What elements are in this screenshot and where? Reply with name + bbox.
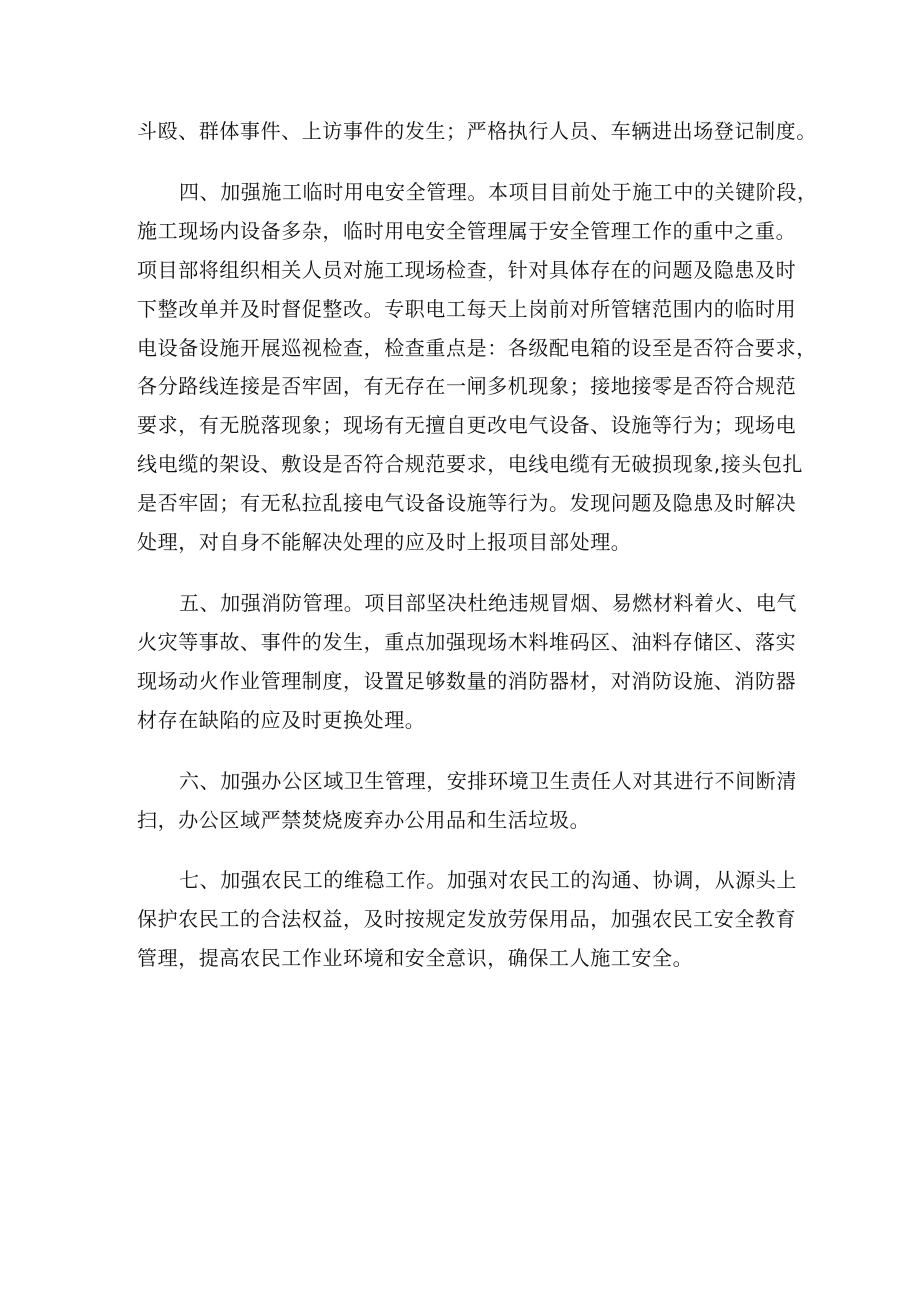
paragraph-electricity-safety <box>137 173 818 562</box>
text-line: 现场动火作业管理制度，设置足够数量的消防器材，对消防设施、消防器 <box>137 668 797 693</box>
paragraph-fire-safety <box>137 584 797 740</box>
paragraph-continuation <box>137 112 817 151</box>
text-line: 要求，有无脱落现象；现场有无擅自更改电气设备、设施等行为；现场电 <box>137 413 797 438</box>
text-line: 七、加强农民工的维稳工作。加强对农民工的沟通、协调，从源头上 <box>179 868 797 893</box>
text-line: 五、加强消防管理。项目部坚决杜绝违规冒烟、易燃材料着火、电气 <box>179 590 797 615</box>
text-line: 扫，办公区域严禁焚烧废弃办公用品和生活垃圾。 <box>137 807 591 832</box>
text-line: 材存在缺陷的应及时更换处理。 <box>137 707 426 732</box>
text-line: 下整改单并及时督促整改。专职电工每天上岗前对所管辖范围内的临时用 <box>137 296 797 321</box>
text-line: 项目部将组织相关人员对施工现场检查，针对具体存在的问题及隐患及时 <box>137 257 797 282</box>
text-line: 火灾等事故、事件的发生，重点加强现场木料堆码区、油料存储区、落实 <box>137 629 797 654</box>
paragraph-office-hygiene <box>137 762 797 840</box>
text-line: 各分路线连接是否牢固，有无存在一闸多机现象；接地接零是否符合规范 <box>137 374 797 399</box>
text-line: 施工现场内设备多杂，临时用电安全管理属于安全管理工作的重中之重。 <box>137 218 797 243</box>
text-line: 处理，对自身不能解决处理的应及时上报项目部处理。 <box>137 530 632 555</box>
text-line: 管理，提高农民工作业环境和安全意识，确保工人施工安全。 <box>137 946 694 971</box>
text-line: 斗殴、群体事件、上访事件的发生；严格执行人员、车辆进出场登记制度。 <box>137 119 817 143</box>
text-line: 线电缆的架设、敷设是否符合规范要求，电线电缆有无破损现象,接头包扎 <box>137 452 804 477</box>
text-line: 六、加强办公区域卫生管理，安排环境卫生责任人对其进行不间断清 <box>179 768 797 793</box>
text-line: 是否牢固；有无私拉乱接电气设备设施等行为。发现问题及隐患及时解决 <box>137 491 797 516</box>
paragraph-migrant-workers <box>137 861 797 978</box>
text-line: 电设备设施开展巡视检查，检查重点是：各级配电箱的设至是否符合要求， <box>137 335 817 360</box>
document-body <box>137 112 818 1000</box>
text-line: 四、加强施工临时用电安全管理。本项目目前处于施工中的关键阶段， <box>179 179 818 204</box>
text-line: 保护农民工的合法权益，及时按规定发放劳保用品，加强农民工安全教育 <box>137 907 797 932</box>
